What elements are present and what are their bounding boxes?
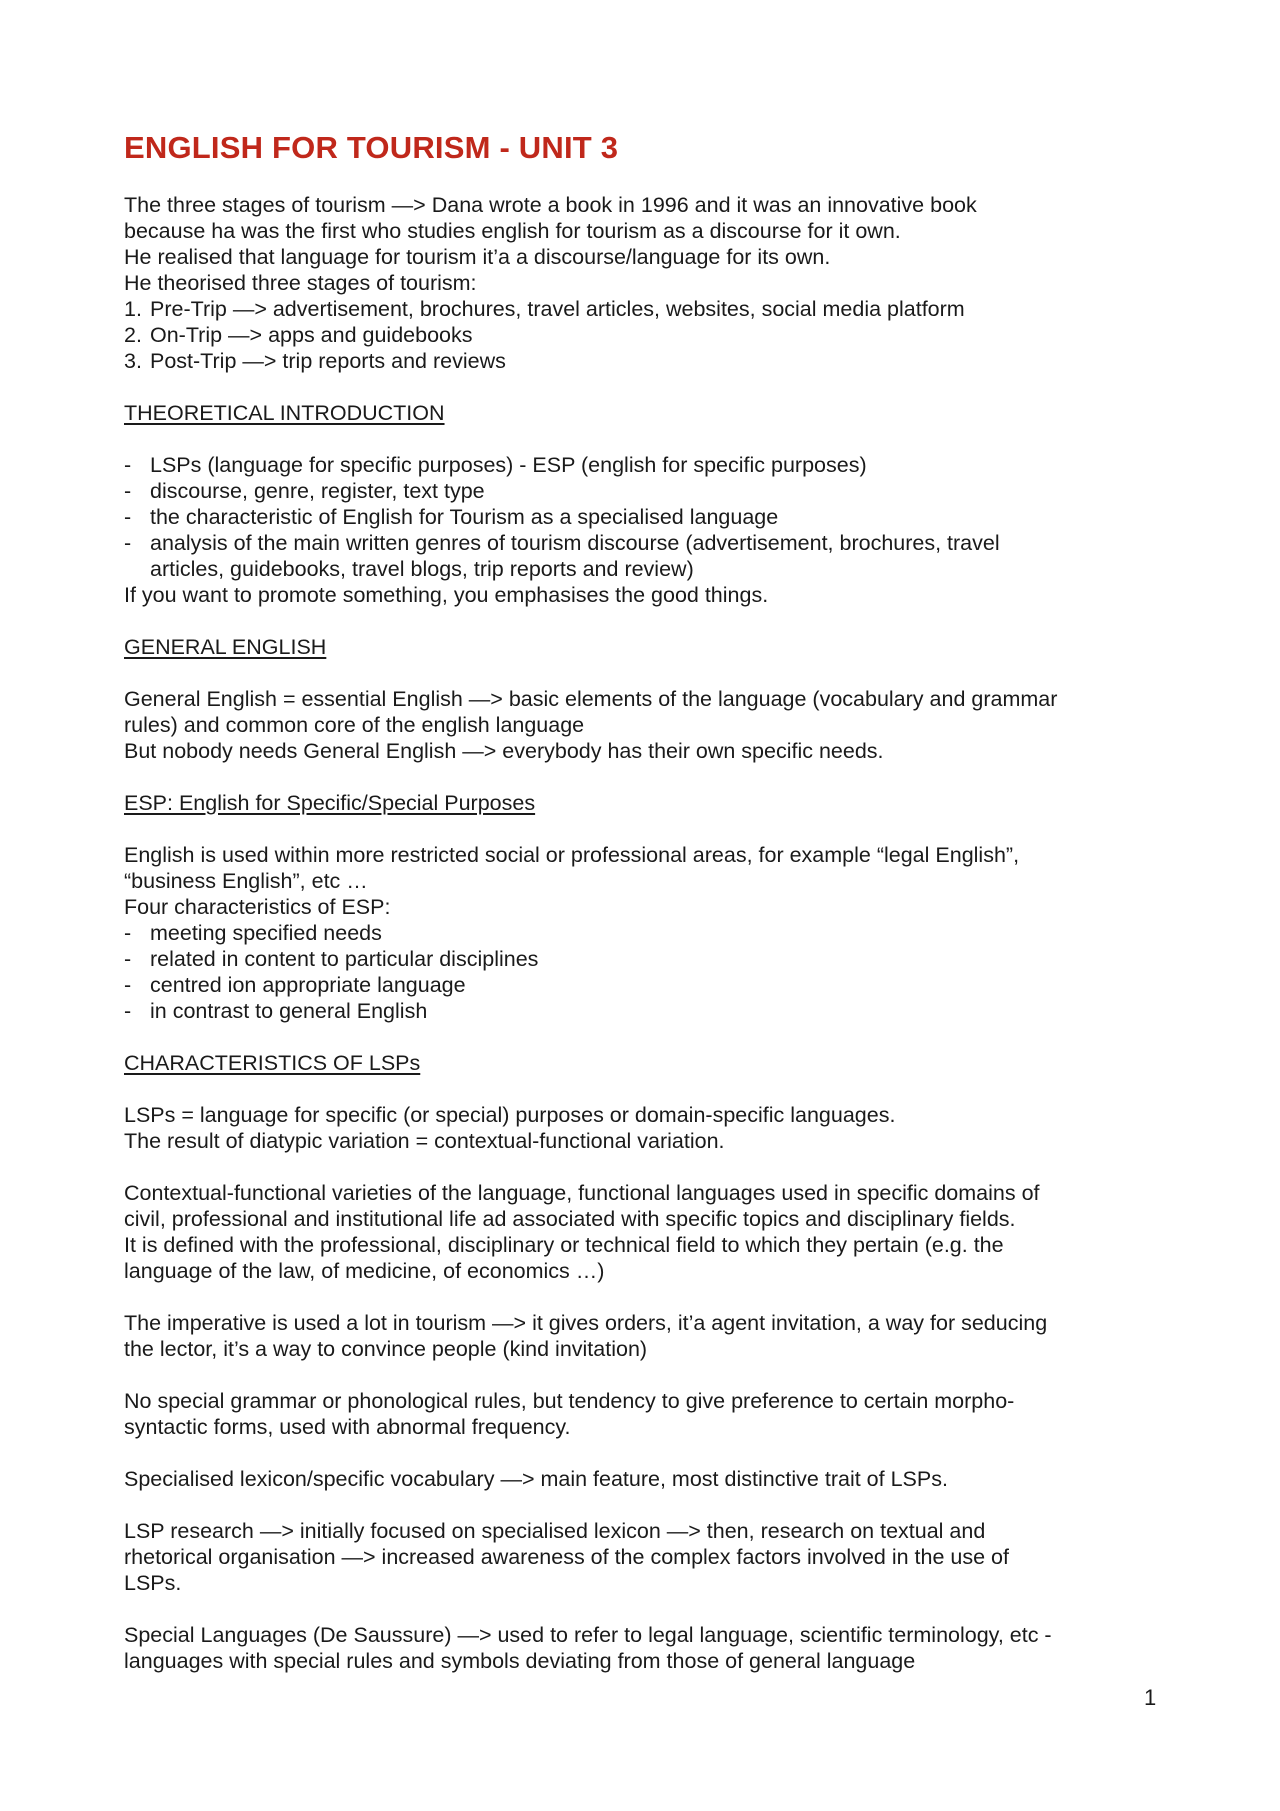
- section-heading-esp: ESP: English for Specific/Special Purposes: [124, 791, 536, 815]
- bullet-item: [124, 504, 1164, 530]
- paragraph-line: “business English”, etc …: [124, 869, 368, 893]
- bullet-item: [124, 946, 1164, 972]
- intro-line: He realised that language for tourism it’a a discourse/language for its own.: [124, 245, 831, 269]
- bullet-item: [124, 972, 1164, 998]
- list-number: 3.: [124, 349, 142, 373]
- stage-list-item: [124, 348, 1164, 374]
- paragraph-line: LSPs = language for specific (or special) purposes or domain-specific languages.: [124, 1103, 896, 1127]
- paragraph-line: The imperative is used a lot in tourism —> it gives orders, it’a agent invitation, a way for seducing: [124, 1311, 1048, 1335]
- bullet-dash: -: [124, 999, 132, 1023]
- paragraph-line: civil, professional and institutional life ad associated with specific topics and disciplinary fields.: [124, 1207, 1016, 1231]
- section-heading-lsp: CHARACTERISTICS OF LSPs: [124, 1051, 421, 1075]
- intro-line: because ha was the first who studies english for tourism as a discourse for it own.: [124, 219, 901, 243]
- list-number: 1.: [124, 297, 142, 321]
- bullet-item: [124, 998, 1164, 1024]
- document-title: ENGLISH FOR TOURISM - UNIT 3: [124, 130, 619, 165]
- bullet-item: [124, 530, 1164, 556]
- bullet-dash: -: [124, 947, 132, 971]
- note-line: If you want to promote something, you emphasises the good things.: [124, 583, 769, 607]
- paragraph-line: Contextual-functional varieties of the language, functional languages used in specific domains of: [124, 1181, 1040, 1205]
- bullet-dash: -: [124, 453, 132, 477]
- bullet-text: centred ion appropriate language: [150, 973, 466, 997]
- section-heading-general-english: GENERAL ENGLISH: [124, 635, 327, 659]
- bullet-text: articles, guidebooks, travel blogs, trip reports and review): [150, 557, 694, 581]
- section-heading-theoretical: THEORETICAL INTRODUCTION: [124, 401, 445, 425]
- page-number: 1: [1144, 1685, 1157, 1710]
- bullet-item: [124, 920, 1164, 946]
- bullet-item: [124, 452, 1164, 478]
- paragraph-line: Special Languages (De Saussure) —> used to refer to legal language, scientific terminology, etc -: [124, 1623, 1052, 1647]
- paragraph-line: Specialised lexicon/specific vocabulary —> main feature, most distinctive trait of LSPs.: [124, 1467, 948, 1491]
- stage-list-item: [124, 322, 1164, 348]
- stage-list-item: [124, 296, 1164, 322]
- paragraph-line: But nobody needs General English —> everybody has their own specific needs.: [124, 739, 884, 763]
- bullet-dash: -: [124, 531, 132, 555]
- bullet-text: in contrast to general English: [150, 999, 428, 1023]
- intro-line: He theorised three stages of tourism:: [124, 271, 477, 295]
- bullet-text: related in content to particular disciplines: [150, 947, 539, 971]
- bullet-dash: -: [124, 973, 132, 997]
- bullet-item: [124, 478, 1164, 504]
- bullet-text: discourse, genre, register, text type: [150, 479, 485, 503]
- paragraph-line: LSPs.: [124, 1571, 182, 1595]
- paragraph-line: syntactic forms, used with abnormal frequency.: [124, 1415, 571, 1439]
- page-content: [124, 128, 1164, 1674]
- bullet-text: LSPs (language for specific purposes) - ESP (english for specific purposes): [150, 453, 867, 477]
- paragraph-line: languages with special rules and symbols deviating from those of general language: [124, 1649, 916, 1673]
- paragraph-line: rules) and common core of the english language: [124, 713, 585, 737]
- bullet-text: meeting specified needs: [150, 921, 382, 945]
- paragraph-line: Four characteristics of ESP:: [124, 895, 391, 919]
- bullet-dash: -: [124, 479, 132, 503]
- paragraph-line: rhetorical organisation —> increased awareness of the complex factors involved in the use of: [124, 1545, 1009, 1569]
- stage-text: Post-Trip —> trip reports and reviews: [150, 349, 506, 373]
- paragraph-line: General English = essential English —> basic elements of the language (vocabulary and grammar: [124, 687, 1058, 711]
- paragraph-line: LSP research —> initially focused on specialised lexicon —> then, research on textual and: [124, 1519, 986, 1543]
- stage-text: On-Trip —> apps and guidebooks: [150, 323, 473, 347]
- paragraph-line: English is used within more restricted social or professional areas, for example “legal English”,: [124, 843, 1020, 867]
- paragraph-line: It is defined with the professional, disciplinary or technical field to which they pertain (e.g. the: [124, 1233, 1004, 1257]
- bullet-text: analysis of the main written genres of tourism discourse (advertisement, brochures, travel: [150, 531, 1000, 555]
- intro-line: The three stages of tourism —> Dana wrote a book in 1996 and it was an innovative book: [124, 193, 977, 217]
- bullet-text: the characteristic of English for Tourism as a specialised language: [150, 505, 779, 529]
- bullet-continuation: [124, 556, 1164, 582]
- paragraph-line: The result of diatypic variation = contextual-functional variation.: [124, 1129, 725, 1153]
- paragraph-line: language of the law, of medicine, of economics …): [124, 1259, 605, 1283]
- bullet-dash: -: [124, 921, 132, 945]
- paragraph-line: No special grammar or phonological rules, but tendency to give preference to certain morpho-: [124, 1389, 1015, 1413]
- paragraph-line: the lector, it’s a way to convince people (kind invitation): [124, 1337, 648, 1361]
- bullet-dash: -: [124, 505, 132, 529]
- stage-text: Pre-Trip —> advertisement, brochures, travel articles, websites, social media platform: [150, 297, 965, 321]
- list-number: 2.: [124, 323, 142, 347]
